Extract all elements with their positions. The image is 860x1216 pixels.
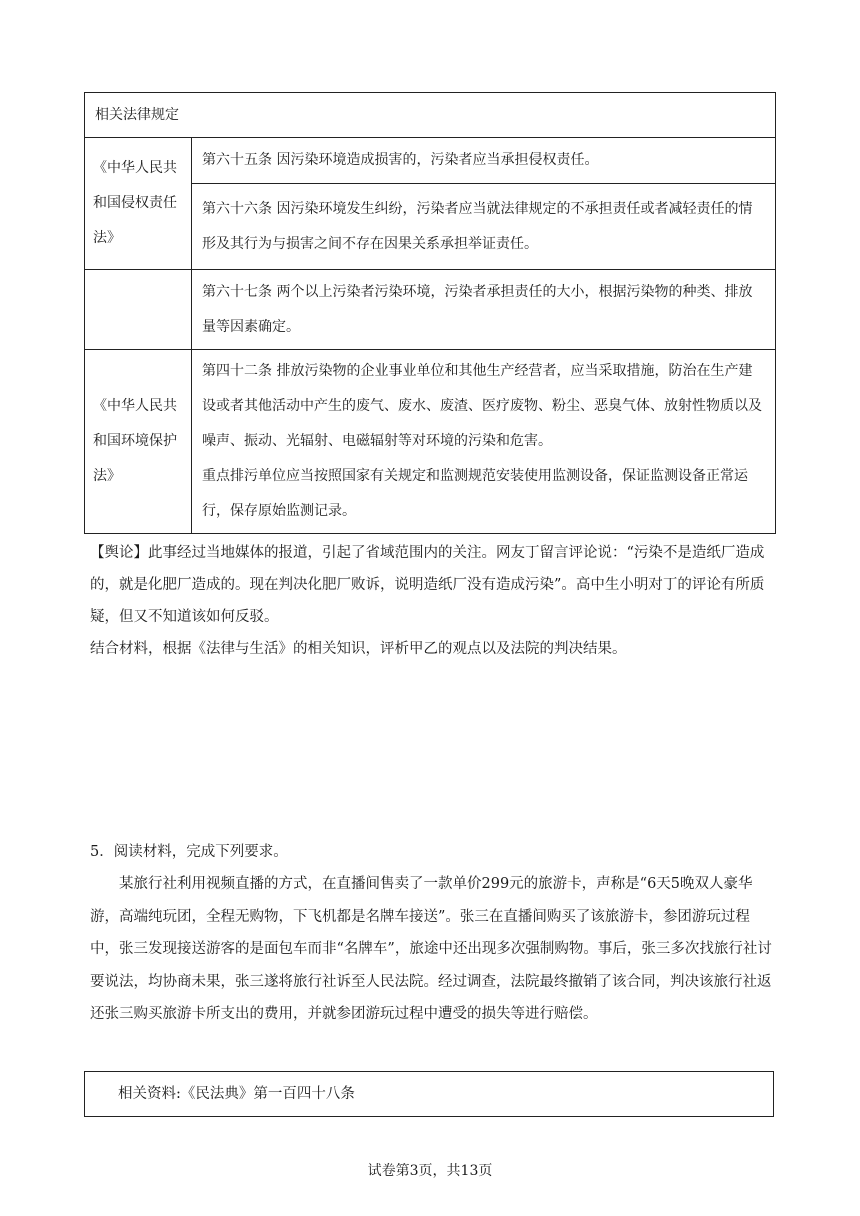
tort-law-name: 《中华人民共和国侵权责任法》 <box>85 138 192 270</box>
question-5-material: 某旅行社利用视频直播的方式，在直播间售卖了一款单价299元的旅游卡，声称是“6天5晚双人豪华游，高端纯玩团，全程无购物，下飞机都是名牌车接送”。张三在直播间购买了该旅游卡，参团游玩过程中，张三发现接送游客的是面包车而非“名牌车”，旅途中还出现多次强制购物。事后，张三多次找旅行社讨要说法，均协商未果，张三遂将旅行社诉至人民法院。经过调查，法院最终撤销了该合同，判决该旅行社返还张三购买旅游卡所支出的费用，并就参团游玩过程中遭受的损失等进行赔偿。 <box>90 876 772 1022</box>
env-law-name: 《中华人民共和国环境保护法》 <box>85 350 192 534</box>
page-footer: 试卷第3页，共13页 <box>367 1163 493 1179</box>
article-65: 第六十五条 因污染环境造成损害的，污染者应当承担侵权责任。 <box>192 138 776 184</box>
article-66: 第六十六条 因污染环境发生纠纷，污染者应当就法律规定的不承担责任或者减轻责任的情形及其行为与损害之间不存在因果关系承担举证责任。 <box>192 184 776 270</box>
article-42-para1: 第四十二条 排放污染物的企业事业单位和其他生产经营者，应当采取措施，防治在生产建设或者其他活动中产生的废气、废水、废渣、医疗废物、粉尘、恶臭气体、放射性物质以及噪声、振动、光辐射、电磁辐射等对环境的污染和危害。 <box>202 363 762 449</box>
table-header: 相关法律规定 <box>85 93 776 138</box>
question-5-title: 5．阅读材料，完成下列要求。 <box>90 844 288 860</box>
related-material-box: 相关资料:《民法典》第一百四十八条 <box>84 1071 774 1117</box>
article-42-para2: 重点排污单位应当按照国家有关规定和监测规范安装使用监测设备，保证监测设备正常运行，保存原始监测记录。 <box>202 468 748 519</box>
opinion-paragraph: 【舆论】此事经过当地媒体的报道，引起了省域范围内的关注。网友丁留言评论说：“污染不是造纸厂造成的，就是化肥厂造成的。现在判决化肥厂败诉，说明造纸厂没有造成污染”。高中生小明对丁的评论有所质疑，但又不知道该如何反驳。 <box>90 545 765 625</box>
article-42 <box>192 350 776 534</box>
law-table <box>84 92 776 534</box>
article-67: 第六十七条 两个以上污染者污染环境，污染者承担责任的大小，根据污染物的种类、排放量等因素确定。 <box>192 270 776 350</box>
question-4-prompt: 结合材料，根据《法律与生活》的相关知识，评析甲乙的观点以及法院的判决结果。 <box>90 641 627 657</box>
empty-cell <box>85 270 192 350</box>
